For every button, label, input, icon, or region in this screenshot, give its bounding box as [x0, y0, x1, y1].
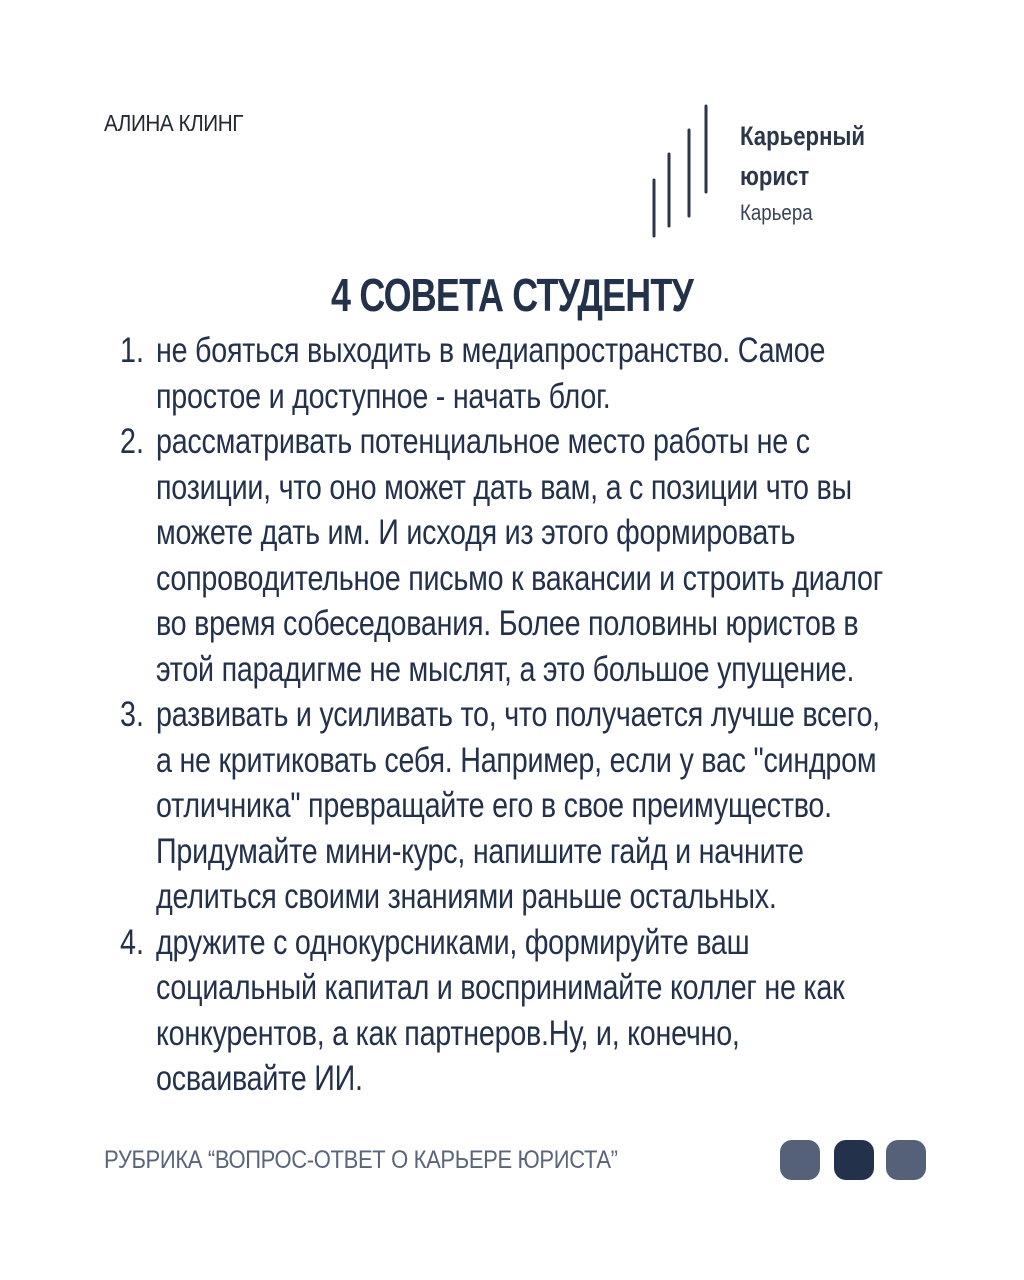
tip-item-4 [120, 920, 960, 1102]
tip-item-3 [120, 692, 960, 920]
tip-line: делиться своими знаниями раньше остальных. [156, 877, 777, 916]
section-footer: РУБРИКА “ВОПРОС-ОТВЕТ О КАРЬЕРЕ ЮРИСТА” [104, 1146, 618, 1174]
tip-text [156, 920, 935, 1102]
tip-line: простое и доступное - начать блог. [156, 376, 611, 416]
tip-line: осваивайте ИИ. [156, 1059, 363, 1098]
tip-number: 3. [120, 695, 144, 734]
tip-number: 4. [120, 922, 144, 962]
tip-line: не бояться выходить в медиапространство. Самое [156, 331, 826, 370]
tip-number: 1. [120, 331, 144, 370]
vertical-bars-logo-icon [650, 104, 710, 244]
logo-title-line-1: Карьерный [740, 121, 865, 151]
tip-text [156, 692, 935, 920]
logo-subtitle: Карьера [740, 200, 813, 225]
tip-line: отличника" превращайте его в свое преимущество. [156, 786, 832, 825]
tip-line: Придумайте мини-курс, напишите гайд и начните [156, 831, 804, 871]
tip-line: можете дать им. И исходя из этого формировать [156, 513, 796, 552]
tips-list [120, 328, 960, 1102]
tip-line: этой парадигме не мыслят, а это большое упущение. [156, 649, 855, 689]
page-title [0, 268, 1024, 322]
page-dot[interactable] [780, 1140, 820, 1180]
tip-line: сопроводительное письмо к вакансии и строить диалог [156, 558, 883, 598]
tip-item-1 [120, 328, 960, 419]
tip-line: позиции, что оно может дать вам, а с позиции что вы [156, 467, 852, 507]
tip-text [156, 328, 935, 419]
tip-line: а не критиковать себя. Например, если у вас "синдром [156, 740, 877, 780]
page-dot[interactable] [886, 1140, 926, 1180]
brand-logo [650, 104, 910, 244]
page-indicator [780, 1140, 930, 1180]
page-title-text: 4 СОВЕТА СТУДЕНТУ [330, 269, 694, 321]
tip-number: 2. [120, 422, 144, 461]
logo-text [740, 116, 892, 230]
author-name: АЛИНА КЛИНГ [104, 110, 243, 136]
tip-line: социальный капитал и воспринимайте коллег не как [156, 968, 845, 1007]
tip-line: развивать и усиливать то, что получается лучше всего, [156, 695, 880, 734]
tip-line: во время собеседования. Более половины юристов в [156, 604, 859, 643]
tip-line: рассматривать потенциальное место работы не с [156, 422, 810, 461]
tip-text [156, 419, 935, 692]
logo-title-line-2: юрист [740, 161, 810, 191]
tip-line: дружите с однокурсниками, формируйте ваш [156, 922, 750, 962]
tip-item-2 [120, 419, 960, 692]
tip-line: конкурентов, а как партнеров.Ну, и, конечно, [156, 1013, 740, 1053]
page-dot-active[interactable] [834, 1140, 874, 1180]
